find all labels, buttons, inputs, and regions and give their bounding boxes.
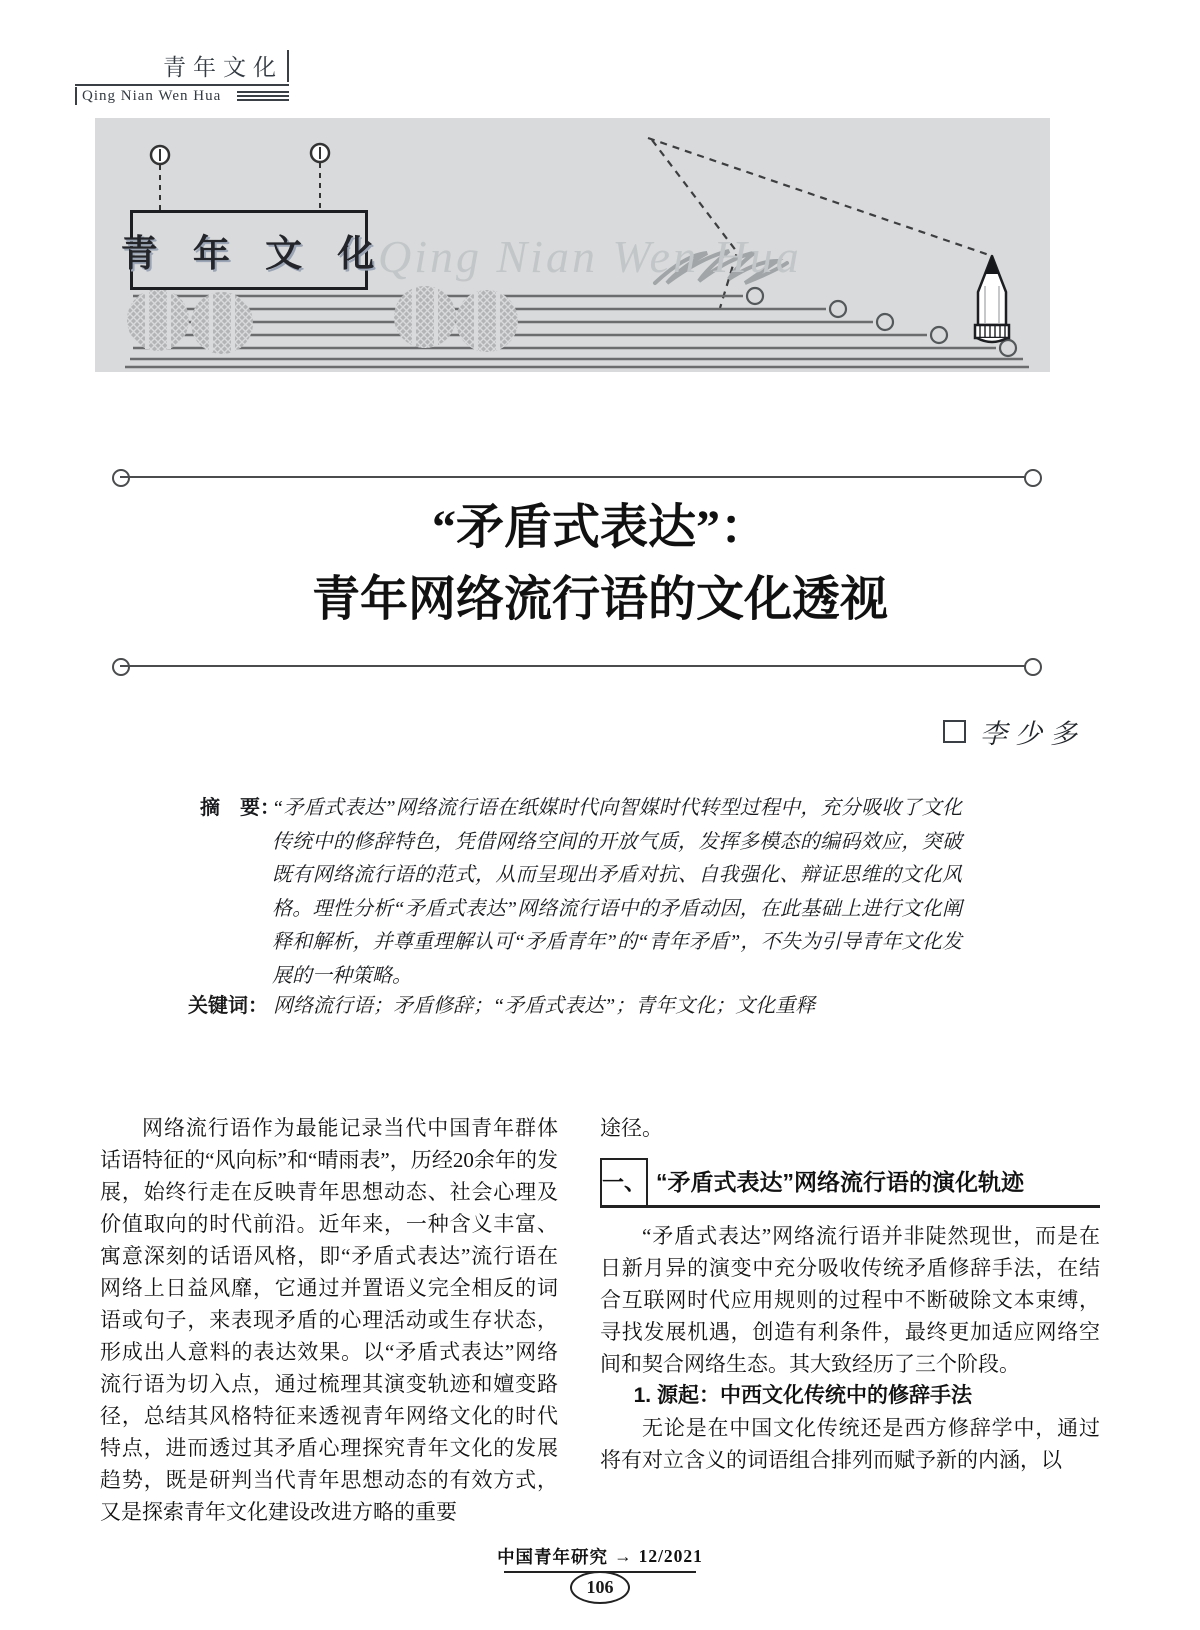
body-paragraph: 网络流行语作为最能记录当代中国青年群体话语特征的“风向标”和“晴雨表”，历经20余年的发展，始终行走在反映青年思想动态、社会心理及价值取向的时代前沿。近年来，一种含义丰富、寓意深刻的话语风格，即“矛盾式表达”流行语在网络上日益风靡，它通过并置语义完全相反的词语或句子，来表现矛盾的心理活动或生存状态，形成出人意料的表达效果。以“矛盾式表达”网络流行语为切入点，通过梳理其演变轨迹和嬗变路径，总结其风格特征来透视青年网络文化的时代特点，进而透过其矛盾心理探究青年文化的发展趋势，既是研判当代青年思想动态的有效方式，又是探索青年文化建设改进方略的重要 bbox=[100, 1116, 558, 1524]
keywords-row bbox=[188, 990, 978, 1023]
author-name: 李少多 bbox=[980, 719, 1085, 749]
body-column-right bbox=[600, 1112, 1100, 1476]
arrow-right-icon: → bbox=[614, 1546, 633, 1566]
banner-title: 青 年 文 化 bbox=[120, 234, 388, 275]
pencil-icon bbox=[975, 256, 1009, 342]
author-row bbox=[943, 712, 1085, 751]
abstract-text: “矛盾式表达”网络流行语在纸媒时代向智媒时代转型过程中，充分吸收了文化传统中的修辞特色，凭借网络空间的开放气质，发挥多模态的编码效应，突破既有网络流行语的范式，从而呈现出矛盾对抗、自我强化、辩证思维的文化风格。理性分析“矛盾式表达”网络流行语中的矛盾动因，在此基础上进行文化阐释和解析，并尊重理解认可“矛盾青年”的“青年矛盾”，不失为引导青年文化发展的一种策略。 bbox=[272, 797, 962, 987]
triple-bar-icon bbox=[237, 91, 289, 101]
masthead-title: 青年文化 bbox=[163, 55, 283, 80]
page-number: 106 bbox=[586, 1577, 614, 1597]
author-square-icon bbox=[943, 720, 966, 743]
article-title bbox=[0, 492, 1200, 636]
body-paragraph: “矛盾式表达”网络流行语并非陡然现世，而是在日新月异的演变中充分吸收传统矛盾修辞手法，在结合互联网时代应用规则的过程中不断破除文本束缚，寻找发展机遇，创造有利条件，最终更加适应网络空间和契合网络生态。其大致经历了三个阶段。 bbox=[600, 1224, 1100, 1376]
rule-line bbox=[120, 665, 1034, 667]
masthead-pinyin: Qing Nian Wen Hua bbox=[82, 87, 222, 104]
abstract-body bbox=[200, 792, 962, 993]
pin-strings bbox=[160, 163, 320, 210]
pin-icon bbox=[151, 144, 329, 164]
body-column-left bbox=[100, 1112, 558, 1528]
rule-end-circle bbox=[112, 469, 130, 487]
rule-end-circle bbox=[1024, 658, 1042, 676]
abstract-label: 摘 要： bbox=[200, 797, 280, 819]
rule-line bbox=[120, 476, 1034, 478]
rule-end-circle bbox=[1024, 469, 1042, 487]
article-title-line2: 青年网络流行语的文化透视 bbox=[311, 573, 888, 626]
page-footer bbox=[0, 1544, 1200, 1604]
masthead-title-row bbox=[75, 50, 289, 82]
footer-journal-line bbox=[497, 1544, 703, 1569]
section-number-box: 一、 bbox=[600, 1158, 648, 1205]
header-banner bbox=[95, 118, 1050, 372]
page-number-badge bbox=[570, 1571, 630, 1604]
footer-journal-name: 中国青年研究 bbox=[497, 1547, 609, 1567]
subsection-heading: 1. 源起：中西文化传统中的修辞手法 bbox=[633, 1384, 972, 1407]
body-paragraph: 无论是在中国文化传统还是西方修辞学中，通过将有对立含义的词语组合排列而赋予新的内涵，以 bbox=[600, 1416, 1100, 1472]
article-title-line1: “矛盾式表达”： bbox=[431, 501, 768, 554]
masthead bbox=[75, 50, 289, 105]
footer-issue: 12/2021 bbox=[638, 1546, 703, 1566]
section-title: “矛盾式表达”网络流行语的演化轨迹 bbox=[656, 1168, 1024, 1195]
masthead-rule bbox=[75, 84, 289, 86]
title-rule-bottom bbox=[112, 658, 1042, 674]
banner-title-box bbox=[120, 210, 388, 290]
ruled-lines bbox=[125, 296, 1029, 367]
rule-end-circle bbox=[112, 658, 130, 676]
abstract-block bbox=[200, 792, 962, 993]
body-paragraph-continuation: 途径。 bbox=[600, 1116, 663, 1140]
keywords-text: 网络流行语；矛盾修辞；“矛盾式表达”；青年文化；文化重释 bbox=[273, 995, 816, 1017]
title-rule-top bbox=[112, 469, 1042, 485]
section-heading bbox=[600, 1158, 1100, 1208]
masthead-pinyin-row bbox=[75, 87, 289, 105]
banner-pinyin-script: Qing Nian Wen Hua bbox=[378, 231, 802, 282]
keywords-label: 关键词： bbox=[188, 995, 268, 1017]
